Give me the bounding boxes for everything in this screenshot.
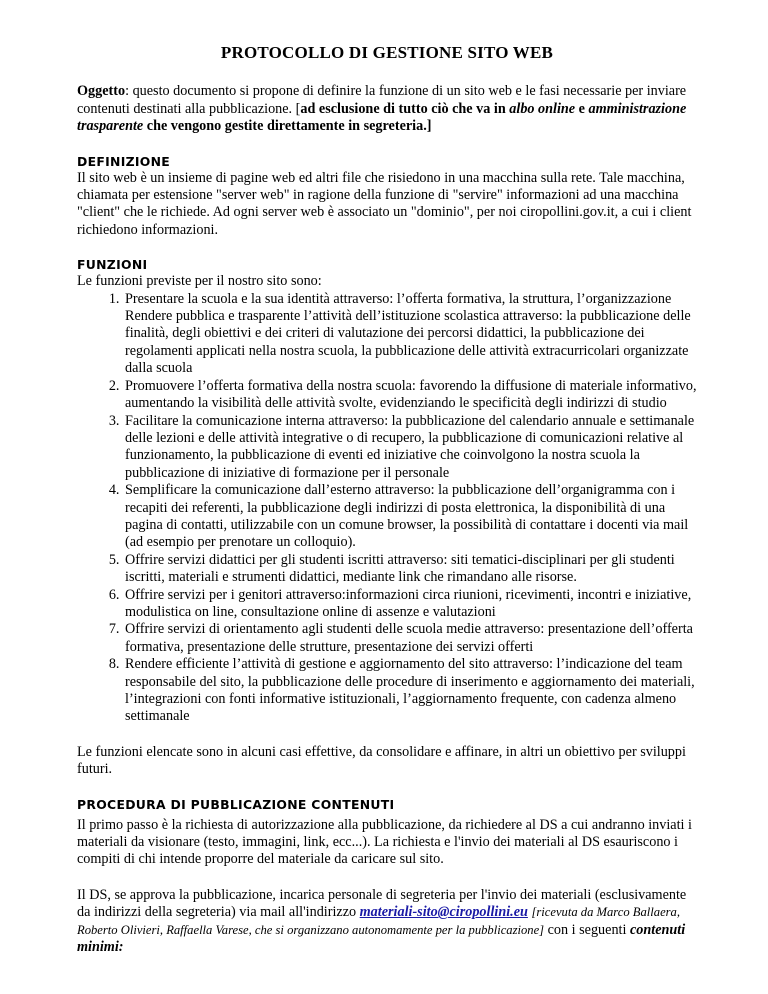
funzioni-list (77, 291, 697, 726)
oggetto-label: Oggetto (77, 83, 126, 100)
procedura-paragraph-2 (77, 887, 697, 957)
oggetto-bold-c: che vengono gestite direttamente in segreteria.] (143, 118, 432, 135)
funzioni-closing: Le funzioni elencate sono in alcuni casi effettive, da consolidare e affinare, in altri un obiettivo per sviluppi futuri. (77, 743, 686, 778)
definizione-text: Il sito web è un insieme di pagine web ed altri file che risiedono in una macchina sulla rete. Tale macchina, chiamata per estensione "server web" in ragione della funzione di "servire" informazioni ad una macchina "client" che le richiede. Ad ogni server web è associato un "dominio", per noi ciropollini.gov.it, a cui i client richiedono informazioni. (77, 169, 692, 238)
document-title: PROTOCOLLO DI GESTIONE SITO WEB (220, 43, 554, 62)
list-item: 7. Offrire servizi di orientamento agli studenti delle scuola medie attraverso: presentazione dell’offerta formativa, presentazione delle strutture, presentazione dei servizi offerti (123, 621, 697, 656)
definizione-heading: DEFINIZIONE (77, 153, 171, 169)
list-item: 8. Rendere efficiente l’attività di gestione e aggiornamento del sito attraverso: l’indicazione del team responsabile del sito, la pubblicazione delle procedure di inserimento e aggiornamento dei materiali, l’integrazioni con fonti informative istituzionali, l’aggiornamento frequente, con cadenza almeno settimanale (123, 656, 697, 726)
list-item: 2. Promuovere l’offerta formativa della nostra scuola: favorendo la diffusione di materiale informativo, aumentando la visibilità delle attività svolte, evidenziando le specificità degli indirizzi di studio (123, 378, 697, 413)
procedura-paragraph-1: Il primo passo è la richiesta di autorizzazione alla pubblicazione, da richiedere al DS a cui andranno inviati i materiali da visionare (testo, immagini, link, ecc...). La richiesta e l'invio dei materiali al DS esauriscono i compiti di chi intende proporre del materiale da caricare sul sito. (77, 816, 692, 868)
list-item: 5. Offrire servizi didattici per gli studenti iscritti attraverso: siti tematici-disciplinari per gli studenti iscritti, materiali e strumenti didattici, mediante link che rimandano alle risorse. (123, 552, 697, 587)
oggetto-amministrazione-trasparente: amministrazione trasparente (77, 100, 687, 135)
list-item: 4. Semplificare la comunicazione dall’esterno attraverso: la pubblicazione dell’organigramma con i recapiti dei referenti, la pubblicazione degli indirizzi di posta elettronica, la disponibilità di una pagina di contatti, utilizzabile con un comune browser, la possibilità di contattare i docenti via mail (ad esempio per prenotare un colloquio). (123, 482, 697, 552)
contenuti-minimi: contenuti minimi: (77, 921, 686, 956)
procedura-p2-text: Il DS, se approva la pubblicazione, incarica personale di segreteria per l'invio dei materiali (esclusivamente da indirizzi della segreteria) via mail all'indirizzo (77, 886, 687, 921)
oggetto-paragraph (77, 83, 697, 135)
email-link[interactable]: materiali-sito@ciropollini.eu (359, 904, 528, 921)
oggetto-bold-a: ad esclusione di tutto ciò che va in (300, 100, 510, 117)
oggetto-bold-b: e (575, 100, 589, 117)
oggetto-albo-online: albo online (509, 100, 576, 117)
procedura-p2-tail: con i seguenti (544, 921, 630, 938)
list-item: 3. Facilitare la comunicazione interna attraverso: la pubblicazione del calendario annuale e settimanale delle lezioni e delle attività integrative o di recupero, la pubblicazione di comunicazioni relative al funzionamento, la pubblicazione di eventi ed iniziative che coinvolgono la nostra scuola la pubblicazione di iniziative di formazione per il personale (123, 413, 697, 483)
document-page (77, 44, 697, 956)
funzioni-intro: Le funzioni previste per il nostro sito sono: (77, 273, 322, 290)
procedura-note: [ricevuta da Marco Ballaera, Roberto Olivieri, Raffaella Varese, che si organizzano autonomamente per la pubblicazione] (77, 905, 680, 937)
funzioni-heading: FUNZIONI (77, 257, 148, 273)
list-item: 1. Presentare la scuola e la sua identità attraverso: l’offerta formativa, la struttura, l’organizzazione Rendere pubblica e trasparente l’attività dell’istituzione scolastica attraverso: la pubblicazione delle finalità, degli obiettivi e dei criteri di valutazione dei percorsi didattici, la pubblicazione dei regolamenti applicati nella nostra scuola, la pubblicazione delle attività extracurricolari organizzate dalla scuola (123, 291, 697, 378)
list-item: 6. Offrire servizi per i genitori attraverso:informazioni circa riunioni, ricevimenti, incontri e iniziative, modulistica on line, consultazione online di assenze e valutazioni (123, 587, 697, 622)
procedura-heading: PROCEDURA DI PUBBLICAZIONE CONTENUTI (77, 796, 395, 812)
oggetto-text: : questo documento si propone di definire la funzione di un sito web e le fasi necessarie per inviare contenuti destinati alla pubblicazione. [ (77, 83, 687, 117)
